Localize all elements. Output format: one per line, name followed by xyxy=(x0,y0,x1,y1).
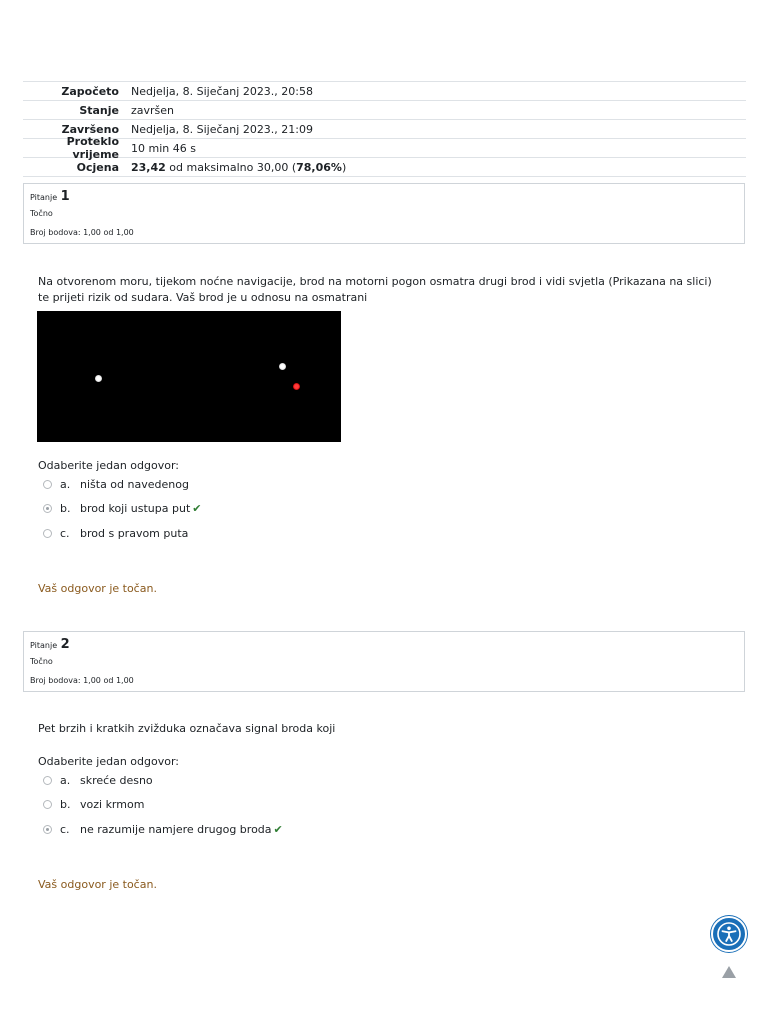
answer-prompt-2: Odaberite jedan odgovor: xyxy=(38,755,180,768)
white-light xyxy=(95,375,102,382)
grade-middle: od maksimalno 30,00 ( xyxy=(165,160,297,174)
grade-percent: 78,06% xyxy=(296,160,342,174)
answer-option-1b[interactable] xyxy=(43,502,201,515)
summary-row-state xyxy=(23,101,746,120)
option-letter: a. xyxy=(60,774,71,787)
radio-button[interactable] xyxy=(43,529,52,538)
summary-value: Nedjelja, 8. Siječanj 2023., 20:58 xyxy=(131,84,313,98)
question-grade: Broj bodova: 1,00 od 1,00 xyxy=(30,228,134,237)
night-navigation-lights-image xyxy=(37,311,341,442)
summary-value: Nedjelja, 8. Siječanj 2023., 21:09 xyxy=(131,122,313,136)
radio-button[interactable] xyxy=(43,480,52,489)
answer-option-1a[interactable] xyxy=(43,478,189,491)
answer-option-2b[interactable] xyxy=(43,798,144,811)
answer-option-2c[interactable] xyxy=(43,823,283,836)
summary-row-started xyxy=(23,82,746,101)
question-number-value: 2 xyxy=(60,637,70,652)
attempt-summary-table xyxy=(23,81,746,177)
red-light xyxy=(293,383,300,390)
question-label: Pitanje xyxy=(30,193,58,202)
option-text: ne razumije namjere drugog broda xyxy=(80,823,272,836)
summary-row-grade xyxy=(23,158,746,177)
question-number xyxy=(30,637,70,652)
accessibility-button[interactable] xyxy=(711,916,747,952)
summary-row-finished xyxy=(23,120,746,139)
question-text-2: Pet brzih i kratkih zvižduka označava signal broda koji xyxy=(38,722,336,735)
option-text: brod koji ustupa put xyxy=(80,502,191,515)
back-to-top-icon[interactable] xyxy=(722,966,736,978)
correct-check-icon: ✔ xyxy=(273,823,283,836)
question-label: Pitanje xyxy=(30,641,58,650)
question-info-2 xyxy=(23,631,745,692)
answer-prompt-1: Odaberite jedan odgovor: xyxy=(38,459,180,472)
feedback-1: Vaš odgovor je točan. xyxy=(38,582,157,595)
option-letter: b. xyxy=(60,502,71,515)
correct-check-icon: ✔ xyxy=(192,502,202,515)
feedback-2: Vaš odgovor je točan. xyxy=(38,878,157,891)
answer-option-2a[interactable] xyxy=(43,774,153,787)
option-letter: c. xyxy=(60,823,70,836)
summary-label: Stanje xyxy=(79,103,119,117)
summary-label: Ocjena xyxy=(76,160,119,174)
option-text: vozi krmom xyxy=(80,798,145,811)
option-letter: b. xyxy=(60,798,71,811)
option-letter: c. xyxy=(60,527,70,540)
summary-value: 10 min 46 s xyxy=(131,141,196,155)
grade-score: 23,42 xyxy=(131,160,166,174)
grade-value xyxy=(131,161,746,174)
question-state: Točno xyxy=(30,209,53,218)
option-text: skreće desno xyxy=(80,774,153,787)
radio-button[interactable] xyxy=(43,800,52,809)
question-number-value: 1 xyxy=(60,189,70,204)
radio-button-selected[interactable] xyxy=(43,825,52,834)
question-number xyxy=(30,189,70,204)
answer-option-1c[interactable] xyxy=(43,527,188,540)
radio-button-selected[interactable] xyxy=(43,504,52,513)
question-text-1: Na otvorenom moru, tijekom noćne navigacije, brod na motorni pogon osmatra drugi brod i vidi svjetla (Prikazana na slici) te prijeti rizik od sudara. Vaš brod je u odnosu na osmatrani xyxy=(38,275,712,304)
grade-end: ) xyxy=(341,160,347,174)
option-text: ništa od navedenog xyxy=(80,478,189,491)
accessibility-icon xyxy=(717,922,741,946)
question-state: Točno xyxy=(30,657,53,666)
radio-button[interactable] xyxy=(43,776,52,785)
summary-label: Proteklo vrijeme xyxy=(66,135,119,161)
summary-row-elapsed xyxy=(23,135,746,161)
option-text: brod s pravom puta xyxy=(80,527,189,540)
summary-value: završen xyxy=(131,103,175,117)
summary-label: Završeno xyxy=(61,122,119,136)
white-light xyxy=(279,363,286,370)
summary-label: Započeto xyxy=(61,84,119,98)
option-letter: a. xyxy=(60,478,71,491)
question-grade: Broj bodova: 1,00 od 1,00 xyxy=(30,676,134,685)
question-info-1 xyxy=(23,183,745,244)
